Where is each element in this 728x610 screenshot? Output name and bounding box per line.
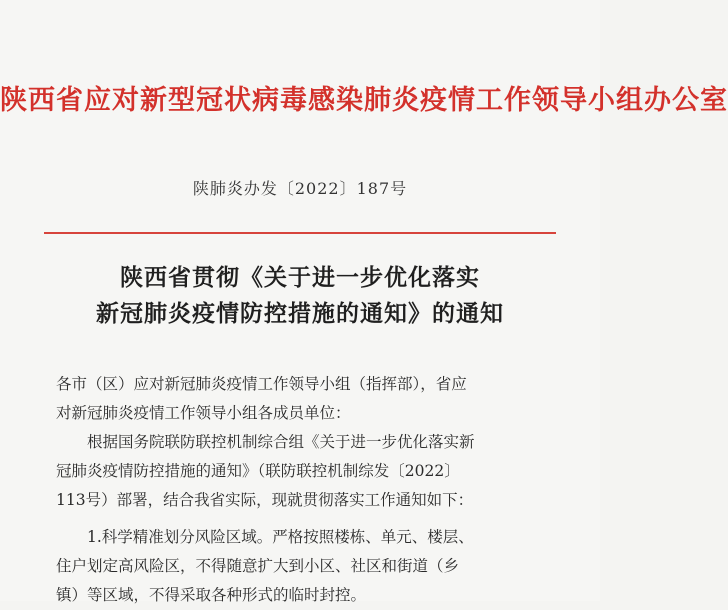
body-line-7: 住户划定高风险区，不得随意扩大到小区、社区和街道（乡 [56,557,460,575]
body-line-8: 镇）等区域，不得采取各种形式的临时封控。 [56,586,367,604]
issuing-office-header: 陕西省应对新型冠状病毒感染肺炎疫情工作领导小组办公室 [0,85,728,116]
document-number: 陕肺炎办发〔2022〕187号 [192,179,408,198]
body-line-6: 1.科学精准划分风险区域。严格按照楼栋、单元、楼层、 [56,528,474,546]
notice-title-line-2: 新冠肺炎疫情防控措施的通知》的通知 [96,300,504,327]
red-divider-line [44,232,556,234]
body-line-5: 113号）部署，结合我省实际，现就贯彻落实工作通知如下： [56,491,474,509]
body-line-1: 各市（区）应对新冠肺炎疫情工作领导小组（指挥部），省应 [56,375,467,393]
body-line-2: 对新冠肺炎疫情工作领导小组各成员单位： [56,404,351,422]
notice-title [0,260,600,332]
notice-title-line-1: 陕西省贯彻《关于进一步优化落实 [120,264,480,291]
body-line-3: 根据国务院联防联控机制综合组《关于进一步优化落实新 [56,433,475,451]
body-line-4: 冠肺炎疫情防控措施的通知》（联防联控机制综发〔2022〕 [56,462,460,480]
